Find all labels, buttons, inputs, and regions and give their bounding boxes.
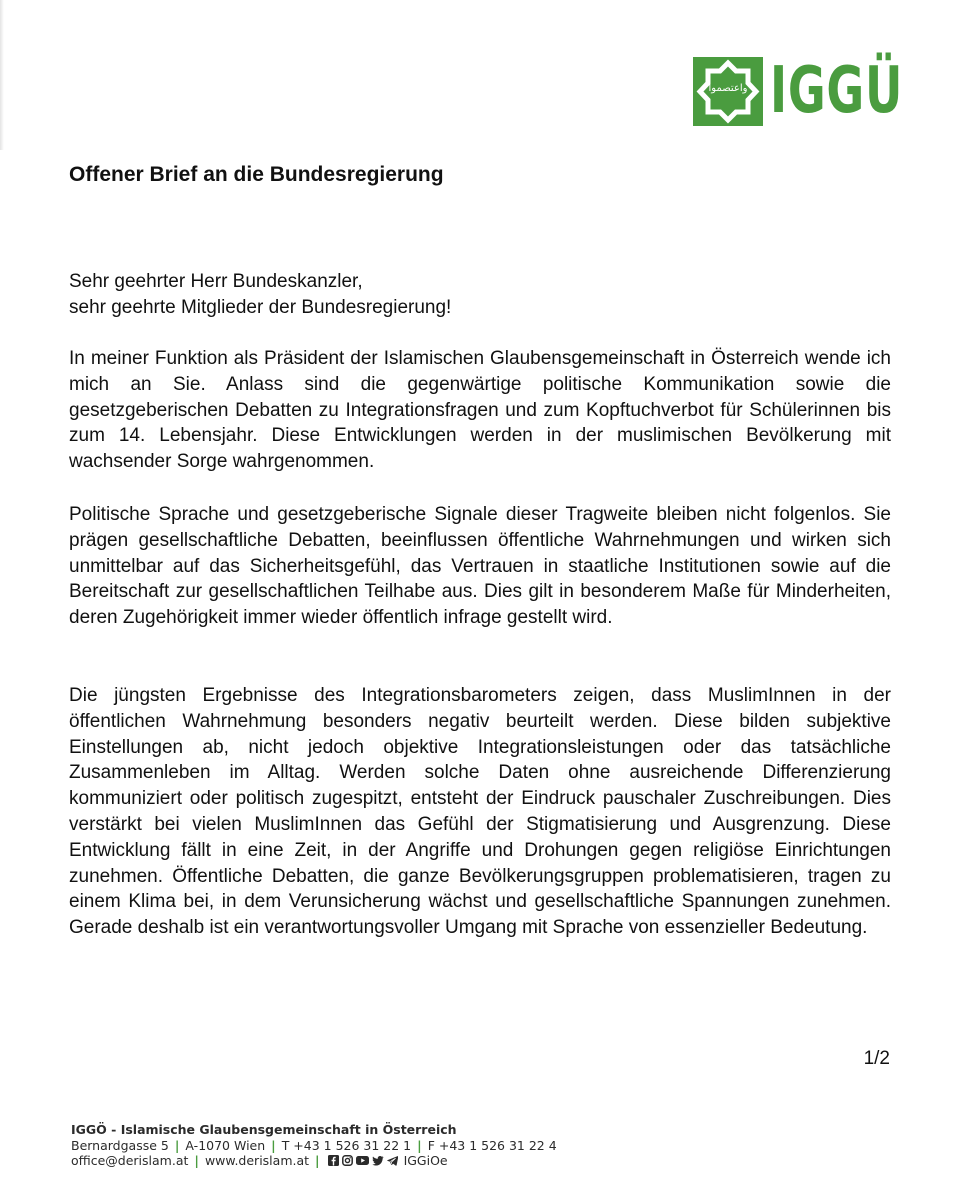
footer-organization: IGGÖ - Islamische Glaubensgemeinschaft in Österreich (71, 1122, 457, 1137)
footer-social-handle[interactable]: IGGiOe (403, 1153, 448, 1168)
logo-emblem (693, 57, 763, 126)
footer-address-line (71, 1138, 671, 1154)
instagram-icon[interactable] (342, 1155, 353, 1166)
body-paragraph: Die jüngsten Ergebnisse des Integrationsbarometers zeigen, dass MuslimInnen in der öffentlichen Wahrnehmung besonders negativ beurteilt werden. Diese bilden subjektive Einstellungen ab, nicht jedoch objektive Integrationsleistungen oder das tatsächliche Zusammenleben im Alltag. Werden solche Daten ohne ausreichende Differenzierung kommuniziert oder politisch zugespitzt, entsteht der Eindruck pauschaler Zuschreibungen. Dies verstärkt bei vielen MuslimInnen das Gefühl der Stigmatisierung und Ausgrenzung. Diese Entwicklung fällt in eine Zeit, in der Angriffe und Drohungen gegen religiöse Einrichtungen zunehmen. Öffentliche Debatten, die ganze Bevölkerungsgruppen problematisieren, tragen zu einem Klima bei, in dem Verunsicherung wächst und gesellschaftliche Spannungen zunehmen. Gerade deshalb ist ein verantwortungsvoller Umgang mit Sprache von essenzieller Bedeutung. (69, 685, 891, 939)
separator: | (174, 1137, 180, 1153)
twitter-icon[interactable] (372, 1155, 384, 1166)
iggo-logo (693, 54, 904, 128)
footer-phone: T +43 1 526 31 22 1 (281, 1137, 412, 1153)
scan-edge (0, 0, 4, 150)
separator: | (194, 1153, 199, 1168)
letter-title: Offener Brief an die Bundesregierung (69, 163, 444, 186)
salutation-line: Sehr geehrter Herr Bundeskanzler, (69, 271, 363, 292)
footer-fax: F +43 1 526 31 22 4 (427, 1137, 557, 1153)
footer-website[interactable]: www.derislam.at (204, 1153, 310, 1168)
telegram-icon[interactable] (387, 1155, 398, 1166)
page-number: 1/2 (863, 1048, 890, 1069)
youtube-icon[interactable] (356, 1155, 369, 1166)
letterhead-footer (71, 1122, 671, 1169)
footer-postal: A-1070 Wien (185, 1137, 266, 1153)
separator: | (417, 1137, 422, 1153)
separator: | (315, 1153, 320, 1168)
footer-contact-line (71, 1153, 671, 1169)
logo-calligraphy: واعتصموا (708, 83, 748, 94)
footer-street: Bernardgasse 5 (71, 1137, 169, 1153)
footer-email[interactable]: office@derislam.at (71, 1153, 189, 1168)
body-paragraph: In meiner Funktion als Präsident der Islamischen Glaubensgemeinschaft in Österreich wende ich mich an Sie. Anlass sind die gegenwärtige politische Kommunikation sowie die gesetzgeberischen Debatten zu Integrationsfragen und zum Kopftuchverbot für Schülerinnen bis zum 14. Lebensjahr. Diese Entwicklungen werden in der muslimischen Bevölkerung mit wachsender Sorge wahrgenommen. (69, 348, 891, 473)
logo-wordmark: IGGÜ (770, 54, 904, 128)
separator: | (271, 1137, 276, 1153)
salutation (69, 269, 891, 321)
social-icons (328, 1155, 398, 1166)
facebook-icon[interactable] (328, 1155, 339, 1166)
salutation-line: sehr geehrte Mitglieder der Bundesregierung! (69, 297, 452, 318)
body-paragraph: Politische Sprache und gesetzgeberische Signale dieser Tragweite bleiben nicht folgenlos. Sie prägen gesellschaftliche Debatten, beeinflussen öffentliche Wahrnehmungen und wirken sich unmittelbar auf das Sicherheitsgefühl, das Vertrauen in staatliche Institutionen sowie auf die Bereitschaft zur gesellschaftlichen Teilhabe aus. Dies gilt in besonderem Maße für Minderheiten, deren Zugehörigkeit immer wieder öffentlich infrage gestellt wird. (69, 504, 891, 629)
